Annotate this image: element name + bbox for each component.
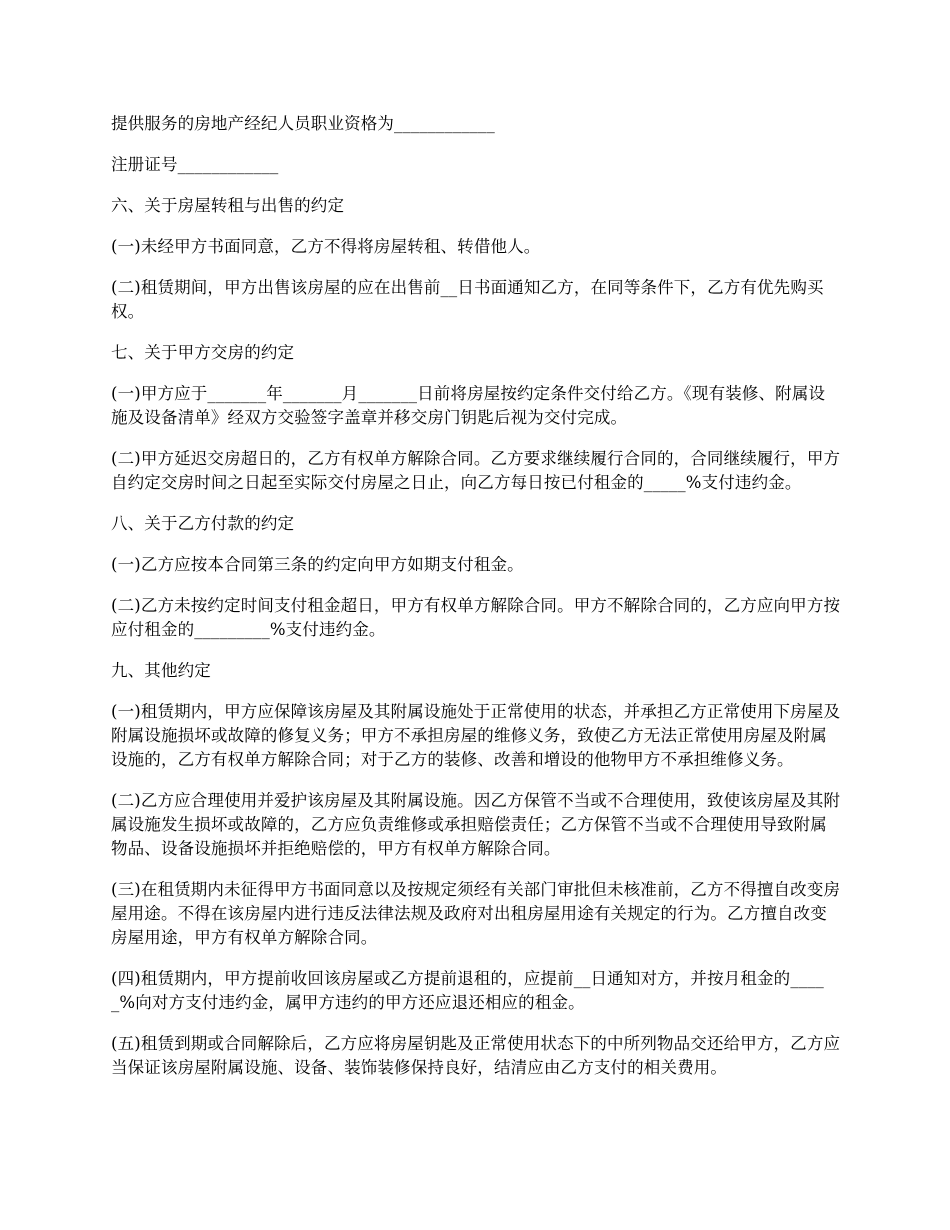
section-heading-6: 六、关于房屋转租与出售的约定 xyxy=(111,196,345,215)
clause-7-2: (二)甲方延迟交房超日的，乙方有权单方解除合同。乙方要求继续履行合同的，合同继续履行，甲方自约定交房时间之日起至实际交付房屋之日止，向乙方每日按已付租金的_____%支付违约金。 xyxy=(111,449,841,492)
clause-9-2: (二)乙方应合理使用并爱护该房屋及其附属设施。因乙方保管不当或不合理使用，致使该房屋及其附属设施发生损坏或故障的，乙方应负责维修或承担赔偿责任；乙方保管不当或不合理使用导致附属物品、设备设施损坏并拒绝赔偿的，甲方有权单方解除合同。 xyxy=(111,791,841,858)
document-body xyxy=(111,112,841,1097)
section-heading-9: 九、其他约定 xyxy=(111,661,211,680)
clause-9-5: (五)租赁到期或合同解除后，乙方应将房屋钥匙及正常使用状态下的中所列物品交还给甲方，乙方应当保证该房屋附属设施、设备、装饰装修保持良好，结清应由乙方支付的相关费用。 xyxy=(111,1034,841,1077)
clause-7-1: (一)甲方应于_______年_______月_______日前将房屋按约定条件交付给乙方。《现有装修、附属设施及设备清单》经双方交验签字盖章并移交房门钥匙后视为交付完成。 xyxy=(111,384,826,427)
clause-9-1: (一)租赁期内，甲方应保障该房屋及其附属设施处于正常使用的状态，并承担乙方正常使用下房屋及附属设施损坏或故障的修复义务；甲方不承担房屋的维修义务，致使乙方无法正常使用房屋及附属设施的，乙方有权单方解除合同；对于乙方的装修、改善和增设的他物甲方不承担维修义务。 xyxy=(111,702,841,769)
clause-9-3: (三)在租赁期内未征得甲方书面同意以及按规定须经有关部门审批但未核准前，乙方不得擅自改变房屋用途。不得在该房屋内进行违反法律法规及政府对出租房屋用途有关规定的行为。乙方擅自改变房屋用途，甲方有权单方解除合同。 xyxy=(111,880,841,947)
section-heading-7: 七、关于甲方交房的约定 xyxy=(111,343,295,362)
clause-9-4: (四)租赁期内，甲方提前收回该房屋或乙方提前退租的，应提前__日通知对方，并按月租金的_____%向对方支付违约金，属甲方违约的甲方还应退还相应的租金。 xyxy=(111,969,824,1012)
clause-6-1: (一)未经甲方书面同意，乙方不得将房屋转租、转借他人。 xyxy=(111,237,541,256)
section-heading-8: 八、关于乙方付款的约定 xyxy=(111,514,295,533)
clause-8-1: (一)乙方应按本合同第三条的约定向甲方如期支付租金。 xyxy=(111,555,524,574)
clause-8-2: (二)乙方未按约定时间支付租金超日，甲方有权单方解除合同。甲方不解除合同的，乙方应向甲方按应付租金的_________%支付违约金。 xyxy=(111,596,841,639)
clause-6-2: (二)租赁期间，甲方出售该房屋的应在出售前__日书面通知乙方，在同等条件下，乙方有优先购买权。 xyxy=(111,278,824,321)
registration-number-line: 注册证号____________ xyxy=(111,155,279,174)
broker-qualification-line: 提供服务的房地产经纪人员职业资格为____________ xyxy=(111,114,495,133)
